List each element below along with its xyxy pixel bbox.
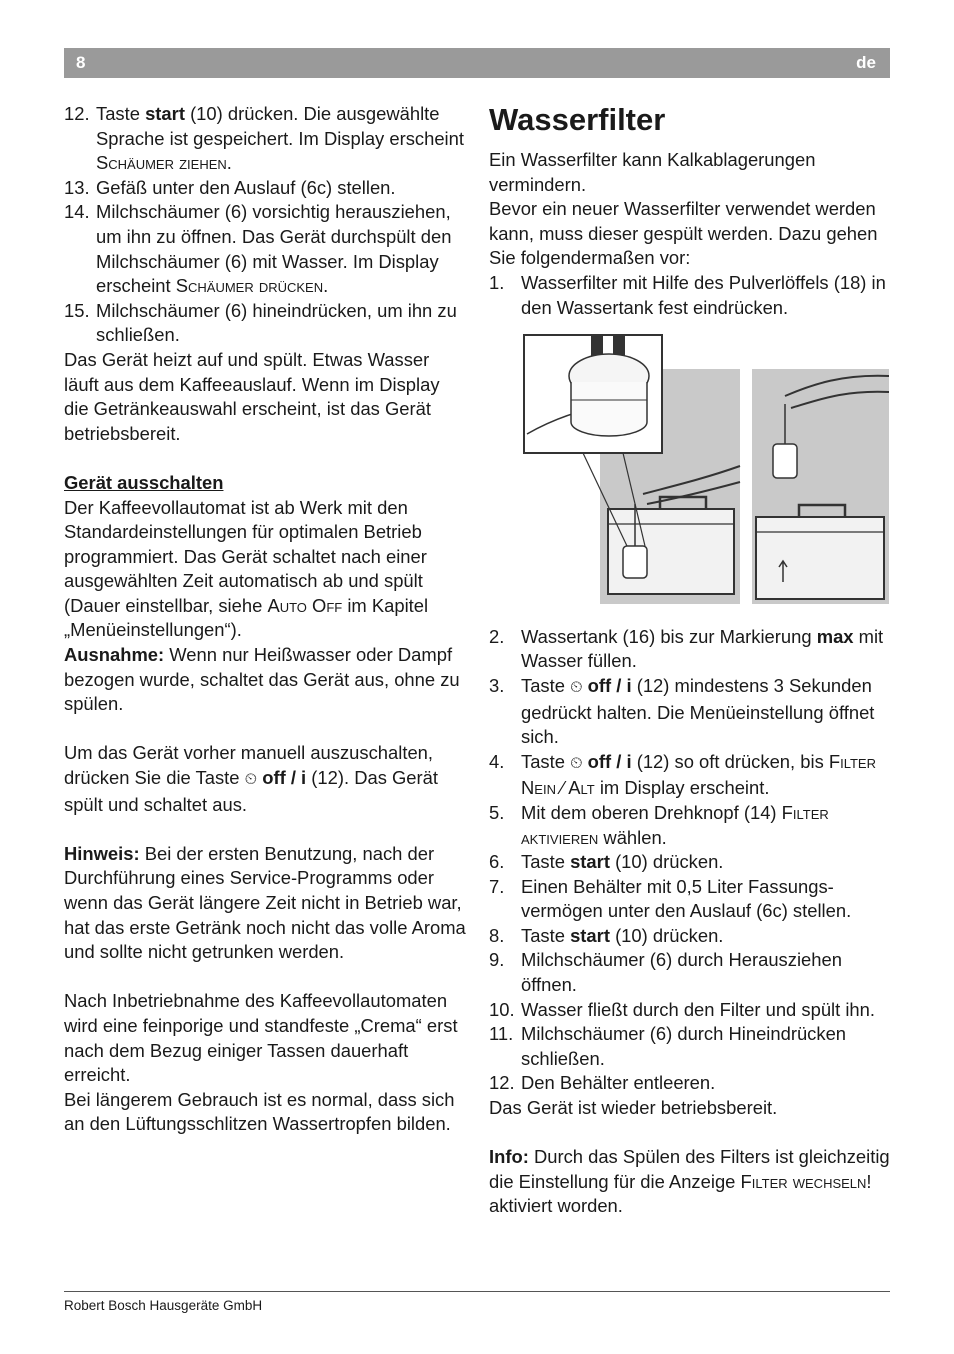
step-number: 12.: [489, 1072, 515, 1094]
step-number: 3.: [489, 674, 505, 696]
left-step-item: 15. Milchschäumer (6) hineindrücken, um ihn zu schließen.: [64, 299, 457, 346]
filter-change-label: Filter wechseln!: [740, 1170, 872, 1192]
exception-paragraph: Ausnahme: Wenn nur Heißwasser oder Dampf bezogen wurde, schaltet das Gerät aus, ohne zu spülen.: [64, 644, 460, 715]
filter-cartridge-left: [623, 546, 647, 578]
step-number: 11.: [489, 1023, 514, 1045]
right-step-item: 11. Milchschäumer (6) durch Hineindrücken schließen.: [489, 1023, 847, 1069]
power-timer-icon: ⏲: [570, 754, 583, 772]
vent-paragraph: Bei längerem Gebrauch ist es normal, dass sich an den Lüftungsschlitzen Wassertropfen bilden.: [64, 1088, 455, 1135]
step-number: 5.: [489, 801, 505, 823]
footer-rule: [64, 1291, 890, 1292]
step-number: 8.: [489, 924, 505, 946]
left-step-item: 14. Milchschäumer (6) vorsichtig herausziehen, um ihn zu öffnen. Das Gerät durchspült den Milchschäumer (6) mit Wasser. Im Display erscheint Schäumer drücken.: [64, 201, 452, 297]
step-number: 9.: [489, 949, 505, 971]
section-title: Wasserfilter: [489, 102, 666, 137]
crema-paragraph: Nach Inbetriebnahme des Kaffeevollautomaten wird eine feinporige und standfeste „Crema“ erst nach dem Bezug einiger Tassen dauerhaft erreicht.: [64, 990, 458, 1086]
right-step-item: 7. Einen Behälter mit 0,5 Liter Fassungsvermögen unter den Auslauf (6c) stellen.: [489, 875, 852, 922]
intro-paragraph-1: Ein Wasserfilter kann Kalkablagerungen vermindern.: [489, 149, 816, 195]
auto-off-label: Auto Off: [267, 594, 343, 616]
step-number: 6.: [489, 851, 505, 873]
right-step-item: 8. Taste start (10) drücken.: [489, 924, 891, 949]
right-column: [489, 102, 891, 1219]
right-step-item: 4. Taste ⏲ off / i (12) so oft drücken, bis Filter Nein ⁄ Alt im Display erscheint.: [489, 750, 876, 799]
step-number: 12.: [64, 103, 90, 124]
left-steps-list: [64, 102, 468, 348]
power-timer-icon: ⏲: [244, 771, 258, 789]
manual-off-paragraph: Um das Gerät vorher manuell auszuschalten, drücken Sie die Taste ⏲ off / i (12). Das Gerät spült und schaltet aus.: [64, 742, 438, 815]
left-step-item: 12. Taste start (10) drücken. Die ausgewählte Sprache ist gespeichert. Im Display erscheint Schäumer ziehen.: [64, 103, 464, 174]
ready-paragraph: Das Gerät ist wieder betriebsbereit.: [489, 1097, 778, 1119]
language-code: de: [856, 53, 876, 72]
right-step-item: 2. Wassertank (16) bis zur Markierung max mit Wasser füllen.: [489, 625, 884, 672]
left-column: [64, 102, 468, 1137]
page-header-bar: [64, 48, 890, 78]
off-key-label: off / i: [262, 767, 307, 789]
right-step-item: 10. Wasser fließt durch den Filter und spült ihn.: [489, 998, 891, 1023]
right-step-item: 6. Taste start (10) drücken.: [489, 850, 891, 875]
step-number: 14.: [64, 201, 90, 223]
step-number: 15.: [64, 299, 90, 321]
water-tank-right: [756, 517, 884, 599]
info-paragraph: Info: Durch das Spülen des Filters ist gleichzeitig die Einstellung für die Anzeige Filter wechseln! aktiviert worden.: [489, 1146, 890, 1217]
intro-paragraph-2: Bevor ein neuer Wasserfilter verwendet werden kann, muss dieser gespült werden. Dazu gehen Sie folgendermaßen vor:: [489, 198, 878, 269]
right-step-item: 12. Den Behälter entleeren.: [489, 1071, 891, 1096]
step-1: 1. Wasserfilter mit Hilfe des Pulverlöffels (18) in den Wassertank fest eindrücken.: [489, 271, 886, 318]
switch-off-paragraph: Der Kaffeevollautomat ist ab Werk mit den Standardeinstellungen für optimalen Betrieb programmiert. Das Gerät schaltet nach einer ausgewählten Zeit automatisch ab und spült (Dauer einstellbar, siehe Auto Off im Kapitel „Menüeinstellungen“).: [64, 496, 429, 641]
step-number: 13.: [64, 176, 90, 198]
right-step-item: 3. Taste ⏲ off / i (12) mindestens 3 Sekunden gedrückt halten. Die Menüeinstellung öffnet sich.: [489, 674, 875, 748]
right-step-item: 9. Milchschäumer (6) durch Herausziehen öffnen.: [489, 949, 842, 996]
left-step-item: 13. Gefäß unter den Auslauf (6c) stellen.: [64, 176, 468, 201]
filter-insert-illustration: [523, 334, 889, 606]
heating-paragraph: Das Gerät heizt auf und spült. Etwas Wasser läuft aus dem Kaffeeauslauf. Wenn im Display die Getränkeauswahl erscheint, ist das Gerät betriebsbereit.: [64, 348, 440, 444]
page-number: 8: [76, 53, 86, 72]
step-number: 7.: [489, 875, 505, 897]
note-paragraph: Hinweis: Bei der ersten Benutzung, nach der Durchführung eines Service-Programms oder wenn das Gerät längere Zeit nicht in Betrieb war, hat das erste Getränk noch nicht das volle Aroma und sollte nicht getrunken werden.: [64, 842, 466, 963]
right-steps-list: [489, 625, 891, 1096]
switch-off-heading: Gerät ausschalten: [64, 471, 224, 493]
step-number: 4.: [489, 750, 505, 772]
power-timer-icon: ⏲: [570, 678, 583, 696]
step-number: 2.: [489, 625, 505, 647]
right-step-item: 5. Mit dem oberen Drehknopf (14) Filter aktivieren wählen.: [489, 801, 829, 848]
footer-company: Robert Bosch Hausgeräte GmbH: [64, 1298, 263, 1313]
step-number: 10.: [489, 998, 515, 1020]
filter-cartridge-right: [773, 444, 797, 478]
